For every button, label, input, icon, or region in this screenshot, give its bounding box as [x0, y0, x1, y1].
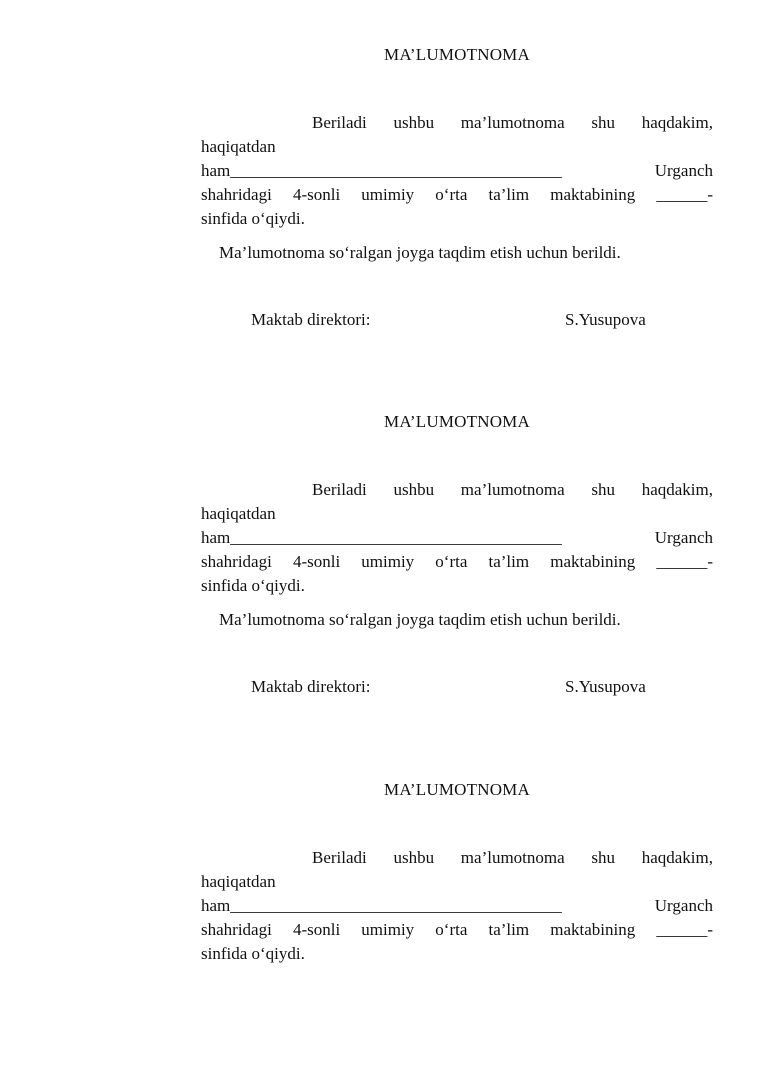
class-blank-field: ______-	[656, 185, 713, 204]
body-line-1	[201, 846, 713, 870]
body-line-3	[201, 526, 713, 550]
word: maktabining	[550, 185, 636, 204]
body-line-2: haqiqatdan	[201, 504, 276, 523]
certificate-1	[201, 40, 713, 340]
word: shahridagi	[201, 552, 272, 571]
word: ta’lim	[488, 920, 530, 939]
body-line-5: sinfida o‘qiydi.	[201, 576, 305, 595]
word: ushbu	[393, 848, 435, 867]
body-line-1	[201, 478, 713, 502]
purpose-line: Ma’lumotnoma so‘ralgan joyga taqdim etish uchun berildi.	[219, 610, 621, 629]
name-blank-field: ham_______________________________________	[201, 528, 562, 547]
word: ushbu	[393, 113, 435, 132]
word: o‘rta	[435, 920, 468, 939]
word: Beriladi	[312, 480, 367, 499]
word: shahridagi	[201, 185, 272, 204]
body-line-4	[201, 550, 713, 574]
word: ta’lim	[488, 185, 530, 204]
word: ma’lumotnoma	[460, 480, 565, 499]
word: 4-sonli	[292, 552, 341, 571]
class-blank-field: ______-	[656, 552, 713, 571]
word: o‘rta	[435, 552, 468, 571]
word: ushbu	[393, 480, 435, 499]
name-blank-field: ham_______________________________________	[201, 896, 562, 915]
word: 4-sonli	[292, 920, 341, 939]
word: umimiy	[361, 920, 415, 939]
signature-name: S.Yusupova	[565, 677, 646, 696]
word: 4-sonli	[292, 185, 341, 204]
word: Beriladi	[312, 848, 367, 867]
word: o‘rta	[435, 185, 468, 204]
word: shu	[591, 848, 615, 867]
word: haqdakim,	[641, 848, 713, 867]
certificate-2	[201, 407, 713, 707]
body-line-4	[201, 183, 713, 207]
word: maktabining	[550, 920, 636, 939]
body-line-5: sinfida o‘qiydi.	[201, 209, 305, 228]
word: haqdakim,	[641, 480, 713, 499]
body-line-3	[201, 159, 713, 183]
name-blank-field: ham_______________________________________	[201, 161, 562, 180]
body-line-5: sinfida o‘qiydi.	[201, 944, 305, 963]
body-line-2: haqiqatdan	[201, 137, 276, 156]
body-line-4	[201, 918, 713, 942]
word: ma’lumotnoma	[460, 848, 565, 867]
certificate-3	[201, 775, 713, 1075]
word: umimiy	[361, 185, 415, 204]
certificate-title: MA’LUMOTNOMA	[384, 780, 530, 799]
class-blank-field: ______-	[656, 920, 713, 939]
city-name: Urganch	[654, 161, 713, 180]
word: shu	[591, 113, 615, 132]
word: shu	[591, 480, 615, 499]
word: maktabining	[550, 552, 636, 571]
body-line-2: haqiqatdan	[201, 872, 276, 891]
word: ta’lim	[488, 552, 530, 571]
word: haqdakim,	[641, 113, 713, 132]
word: ma’lumotnoma	[460, 113, 565, 132]
certificate-title: MA’LUMOTNOMA	[384, 412, 530, 431]
word: shahridagi	[201, 920, 272, 939]
city-name: Urganch	[654, 528, 713, 547]
city-name: Urganch	[654, 896, 713, 915]
signature-role: Maktab direktori:	[251, 677, 371, 696]
body-line-1	[201, 111, 713, 135]
word: umimiy	[361, 552, 415, 571]
purpose-line: Ma’lumotnoma so‘ralgan joyga taqdim etish uchun berildi.	[219, 243, 621, 262]
word: Beriladi	[312, 113, 367, 132]
signature-role: Maktab direktori:	[251, 310, 371, 329]
certificate-title: MA’LUMOTNOMA	[384, 45, 530, 64]
signature-name: S.Yusupova	[565, 310, 646, 329]
body-line-3	[201, 894, 713, 918]
